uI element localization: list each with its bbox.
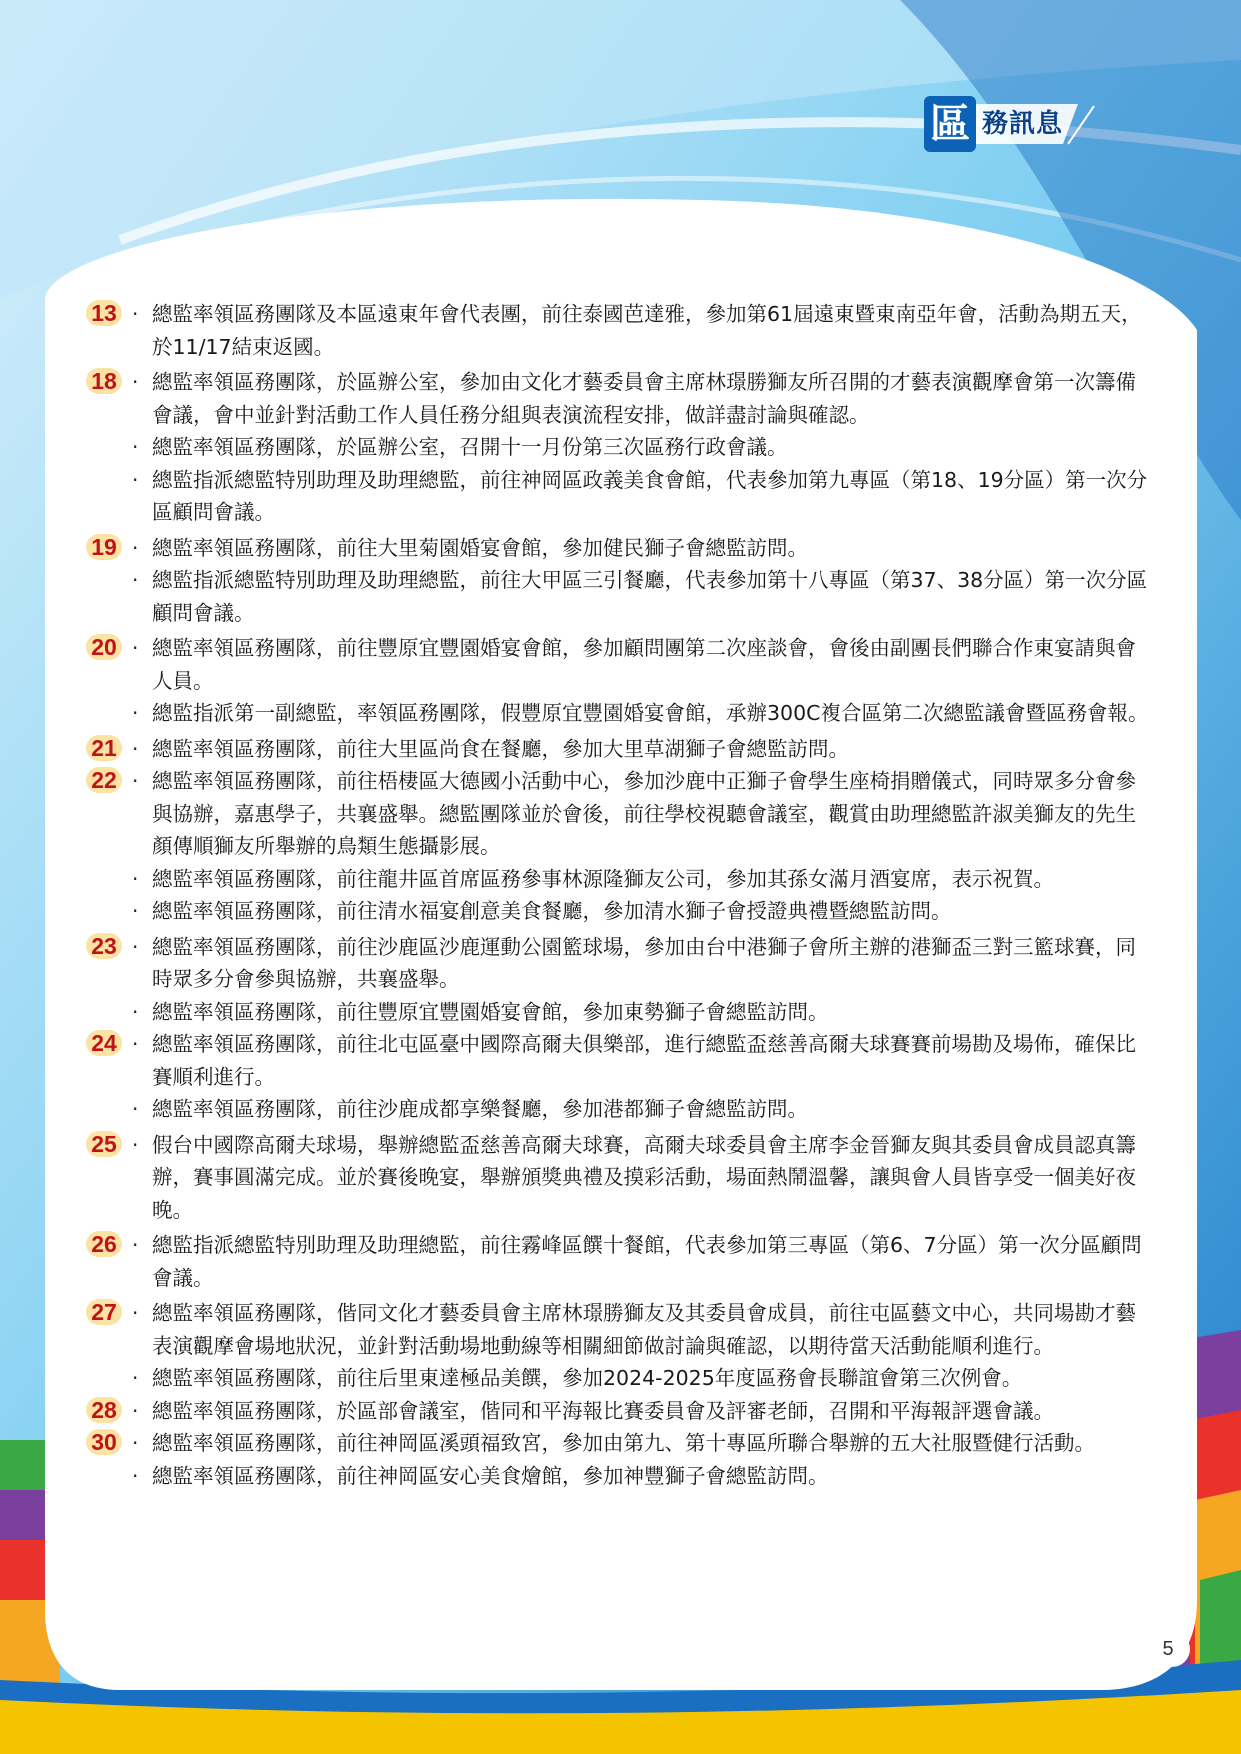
item-text: 總監指派總監特別助理及助理總監，前往神岡區政義美食會館，代表參加第九專區（第18、19分區）第一次分區顧問會議。: [152, 467, 1148, 524]
list-item: [80, 1028, 1150, 1093]
day-badge: 26: [86, 1231, 122, 1257]
entry-day-24: [80, 1028, 1150, 1126]
item-text: 總監指派第一副總監，率領區務團隊，假豐原宜豐園婚宴會館，承辦300C複合區第二次總監議會暨區務會報。: [152, 701, 1149, 725]
bullet: ‧: [132, 302, 139, 326]
list-item: [80, 564, 1150, 629]
section-header: [918, 96, 1098, 152]
day-badge: 18: [86, 368, 122, 394]
list-item: [80, 1229, 1150, 1294]
list-item: [80, 1362, 1150, 1395]
list-item: [80, 931, 1150, 996]
item-text: 總監率領區務團隊，前往神岡區溪頭福致宮，參加由第九、第十專區所聯合舉辦的五大社服暨健行活動。: [152, 1431, 1095, 1455]
list-item: [80, 996, 1150, 1029]
entry-day-25: [80, 1129, 1150, 1227]
list-item: [80, 1129, 1150, 1227]
bullet: ‧: [132, 999, 139, 1024]
bullet: ‧: [132, 1366, 139, 1390]
day-badge: 13: [86, 300, 122, 326]
bullet: ‧: [132, 568, 139, 592]
page-number: 5: [1146, 1631, 1190, 1667]
day-badge: 21: [86, 735, 122, 761]
day-badge: 20: [86, 634, 122, 660]
entry-day-20: [80, 632, 1150, 730]
day-badge: 19: [86, 534, 122, 560]
list-item: [80, 532, 1150, 565]
bullet: ‧: [132, 866, 139, 891]
day-badge: 30: [86, 1429, 122, 1455]
bullet: ‧: [132, 1233, 139, 1257]
entry-day-30: [80, 1427, 1150, 1492]
item-text: 總監率領區務團隊，前往大里菊園婚宴會館，參加健民獅子會總監訪問。: [152, 535, 808, 560]
bullet: ‧: [132, 1032, 139, 1056]
item-text: 總監指派總監特別助理及助理總監，前往大甲區三引餐廳，代表參加第十八專區（第37、38分區）第一次分區顧問會議。: [152, 568, 1148, 625]
list-item: [80, 464, 1150, 529]
day-badge: 24: [86, 1030, 122, 1056]
item-text: 總監率領區務團隊，前往神岡區安心美食燴館，參加神豐獅子會總監訪問。: [152, 1463, 829, 1488]
bullet: ‧: [132, 1132, 139, 1157]
list-item: [80, 733, 1150, 766]
entry-day-26: [80, 1229, 1150, 1294]
bullet: ‧: [132, 467, 139, 492]
item-text: 總監率領區務團隊及本區遠東年會代表團，前往泰國芭達雅，參加第61屆遠東暨東南亞年會，活動為期五天，於11/17結束返國。: [152, 302, 1142, 359]
list-item: [80, 1297, 1150, 1362]
header-title-char: 區: [930, 101, 970, 147]
list-item: [80, 697, 1150, 730]
list-item: [80, 1395, 1150, 1428]
bullet: ‧: [132, 1097, 139, 1121]
item-text: 總監率領區務團隊，於區辦公室，參加由文化才藝委員會主席林璟勝獅友所召開的才藝表演觀摩會第一次籌備會議，會中並針對活動工作人員任務分組與表演流程安排，做詳盡討論與確認。: [152, 370, 1136, 427]
bullet: ‧: [132, 1431, 139, 1455]
bullet: ‧: [132, 769, 139, 793]
header-title: 務訊息: [982, 109, 1064, 139]
bullet: ‧: [132, 435, 139, 459]
bullet: ‧: [132, 934, 139, 959]
bullet: ‧: [132, 899, 139, 923]
item-text: 總監率領區務團隊，前往豐原宜豐園婚宴會館，參加東勢獅子會總監訪問。: [152, 999, 829, 1024]
entry-day-27: [80, 1297, 1150, 1395]
item-text: 總監率領區務團隊，前往梧棲區大德國小活動中心，參加沙鹿中正獅子會學生座椅捐贈儀式，同時眾多分會參與協辦，嘉惠學子，共襄盛舉。總監團隊並於會後，前往學校視聽會議室，觀賞由助理總監許淑美獅友的先生顏傳順獅友所舉辦的鳥類生態攝影展。: [152, 769, 1136, 858]
item-text: 總監率領區務團隊，前往大里區尚食在餐廳，參加大里草湖獅子會總監訪問。: [152, 736, 849, 761]
entry-day-19: [80, 532, 1150, 630]
list-item: [80, 895, 1150, 928]
entry-day-18: [80, 366, 1150, 529]
item-text: 總監率領區務團隊，前往清水福宴創意美食餐廳，參加清水獅子會授證典禮暨總監訪問。: [152, 899, 952, 923]
entry-day-22: [80, 765, 1150, 928]
list-item: [80, 366, 1150, 431]
bullet: ‧: [132, 370, 139, 394]
list-item: [80, 863, 1150, 896]
list-item: [80, 632, 1150, 697]
day-badge: 25: [86, 1131, 122, 1157]
bullet: ‧: [132, 1301, 139, 1325]
bullet: ‧: [132, 736, 139, 761]
entry-day-21: [80, 733, 1150, 766]
list-item: [80, 1093, 1150, 1126]
item-text: 總監率領區務團隊，偕同文化才藝委員會主席林璟勝獅友及其委員會成員，前往屯區藝文中心，共同場勘才藝表演觀摩會場地狀況，並針對活動場地動線等相關細節做討論與確認，以期待當天活動能順利進行。: [152, 1301, 1136, 1358]
day-badge: 27: [86, 1299, 122, 1325]
entry-day-13: [80, 298, 1150, 363]
bullet: ‧: [132, 1398, 139, 1423]
bullet: ‧: [132, 535, 139, 560]
item-text: 總監率領區務團隊，於區部會議室，偕同和平海報比賽委員會及評審老師，召開和平海報評選會議。: [152, 1398, 1054, 1423]
item-text: 總監率領區務團隊，前往沙鹿區沙鹿運動公園籃球場，參加由台中港獅子會所主辦的港獅盃三對三籃球賽，同時眾多分會參與協辦，共襄盛舉。: [152, 934, 1136, 991]
bullet: ‧: [132, 701, 139, 725]
day-badge: 22: [86, 767, 122, 793]
list-item: [80, 1460, 1150, 1493]
event-list: [80, 298, 1150, 1492]
item-text: 總監率領區務團隊，前往龍井區首席區務參事林源隆獅友公司，參加其孫女滿月酒宴席，表示祝賀。: [152, 866, 1054, 891]
item-text: 總監率領區務團隊，於區辦公室，召開十一月份第三次區務行政會議。: [152, 435, 788, 459]
list-item: [80, 298, 1150, 363]
list-item: [80, 431, 1150, 464]
entry-day-28: [80, 1395, 1150, 1428]
item-text: 總監率領區務團隊，前往后里東達極品美饌，參加2024-2025年度區務會長聯誼會第三次例會。: [152, 1366, 1023, 1390]
list-item: [80, 1427, 1150, 1460]
day-badge: 28: [86, 1397, 122, 1423]
entry-day-23: [80, 931, 1150, 1029]
item-text: 總監率領區務團隊，前往北屯區臺中國際高爾夫俱樂部，進行總監盃慈善高爾夫球賽賽前場勘及場佈，確保比賽順利進行。: [152, 1032, 1136, 1089]
item-text: 總監率領區務團隊，前往沙鹿成都享樂餐廳，參加港都獅子會總監訪問。: [152, 1097, 808, 1121]
bullet: ‧: [132, 1463, 139, 1488]
list-item: [80, 765, 1150, 863]
day-badge: 23: [86, 933, 122, 959]
item-text: 假台中國際高爾夫球場，舉辦總監盃慈善高爾夫球賽，高爾夫球委員會主席李金晉獅友與其委員會成員認真籌辦，賽事圓滿完成。並於賽後晚宴，舉辦頒獎典禮及摸彩活動，場面熱鬧溫馨，讓與會人員皆享受一個美好夜晚。: [152, 1132, 1136, 1222]
bullet: ‧: [132, 636, 139, 660]
item-text: 總監率領區務團隊，前往豐原宜豐園婚宴會館，參加顧問團第二次座談會，會後由副團長們聯合作東宴請與會人員。: [152, 636, 1136, 693]
item-text: 總監指派總監特別助理及助理總監，前往霧峰區饌十餐館，代表參加第三專區（第6、7分區）第一次分區顧問會議。: [152, 1233, 1142, 1290]
